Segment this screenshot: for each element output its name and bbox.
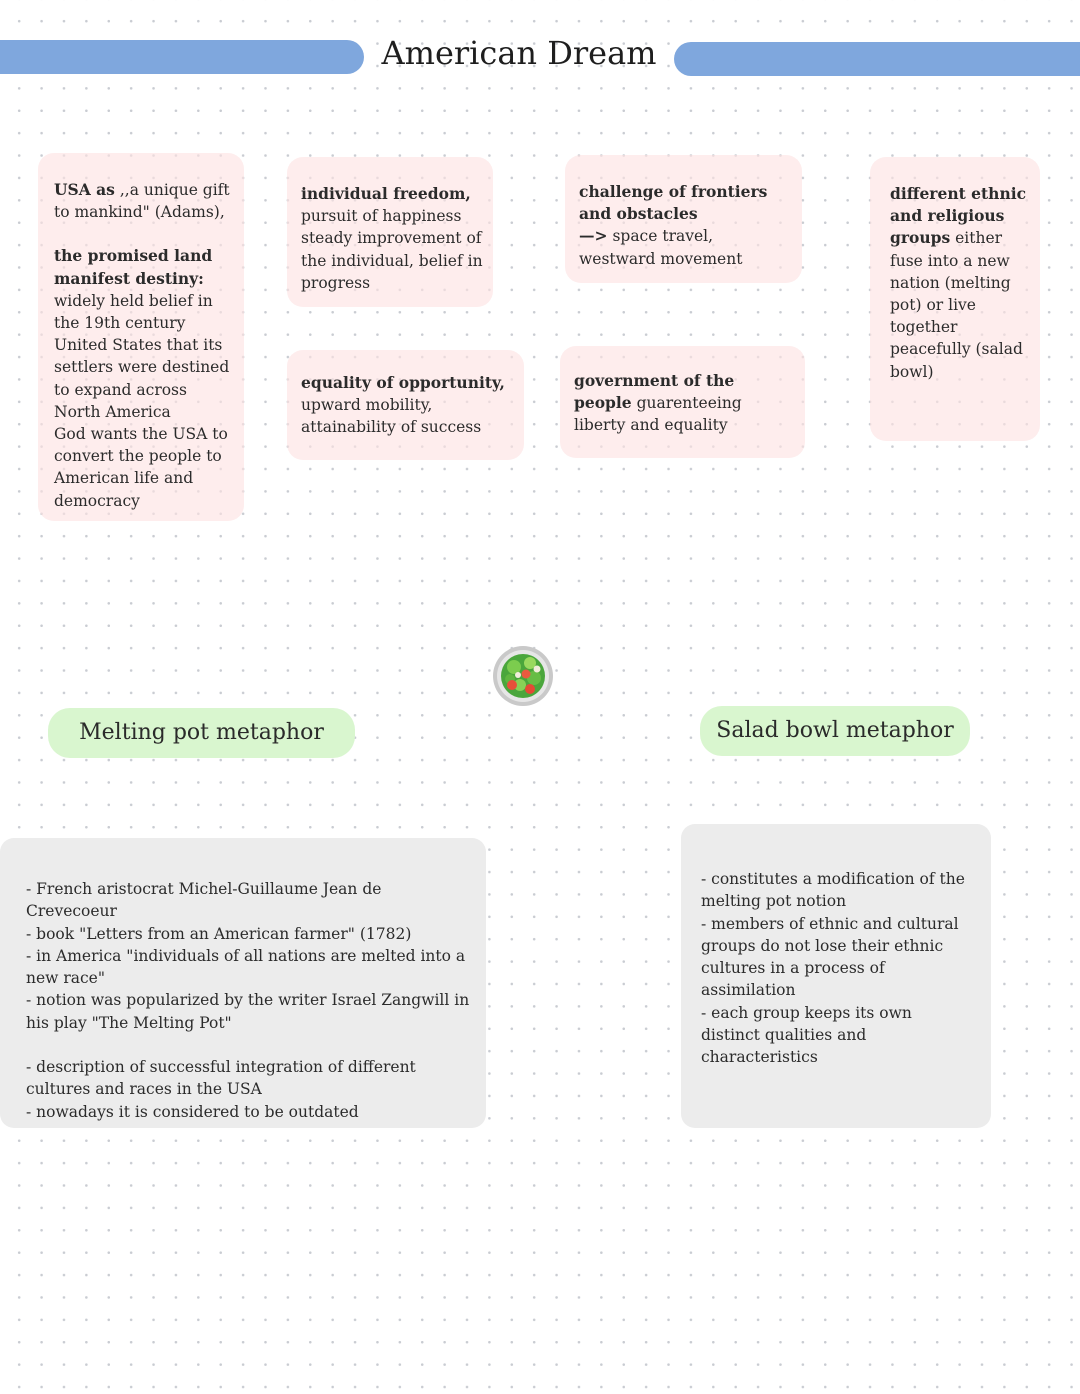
page-title: American Dream: [381, 34, 657, 72]
note-ethnic-text: either fuse into a new nation (melting pot) or live together peacefully (salad bowl): [890, 229, 1023, 381]
note-equality-opportunity: [287, 350, 524, 460]
note-equality-text: upward mobility, attainability of success: [301, 396, 482, 437]
note-frontiers-text: space travel, westward movement: [579, 227, 743, 268]
note-government-bold: government of the people: [574, 371, 735, 413]
melting-pot-line: - nowadays it is considered to be outdated: [26, 1102, 359, 1121]
note-gift-text: ,,a unique gift to mankind" (Adams),: [54, 181, 230, 222]
note-manifest-destiny-text: widely held belief in the 19th century United States that its settlers were destined to expand across North America: [54, 291, 230, 421]
note-individual-freedom: [287, 157, 493, 307]
melting-pot-line: - notion was popularized by the writer Israel Zangwill in his play "The Melting Pot": [26, 991, 470, 1032]
note-unique-gift: [38, 153, 244, 521]
note-freedom-bold: individual freedom,: [301, 184, 471, 203]
salad-bowl-line: - members of ethnic and cultural groups do not lose their ethnic cultures in a process of assimilation: [701, 914, 959, 1000]
melting-pot-line: - description of successful integration of different cultures and races in the USA: [26, 1058, 416, 1099]
note-ethnic-groups: [870, 157, 1040, 441]
note-government-text: guarenteeing liberty and equality: [574, 394, 742, 435]
note-promised-land-bold: the promised land manifest destiny:: [54, 246, 213, 288]
salad-bowl-icon: [492, 645, 554, 707]
salad-bowl-heading: Salad bowl metaphor: [700, 706, 970, 756]
note-frontiers-bold: challenge of frontiers and obstacles: [579, 182, 768, 224]
note-gift-bold: USA as: [54, 180, 115, 199]
salad-bowl-box: [681, 824, 991, 1128]
header-bar-left: [0, 40, 364, 74]
note-freedom-text: pursuit of happiness steady improvement of the individual, belief in progress: [301, 207, 483, 292]
melting-pot-heading: Melting pot metaphor: [48, 708, 355, 758]
arrow-icon: —>: [579, 226, 608, 246]
note-equality-bold: equality of opportunity,: [301, 373, 505, 392]
melting-pot-line: - in America "individuals of all nations are melted into a new race": [26, 946, 466, 988]
salad-bowl-line: - constitutes a modification of the melting pot notion: [701, 870, 965, 911]
salad-bowl-line: - each group keeps its own distinct qualities and characteristics: [701, 1003, 912, 1067]
header-bar-right: [674, 42, 1080, 76]
melting-pot-line: - French aristocrat Michel-Guillaume Jean de Crevecoeur: [26, 880, 382, 921]
note-god-wants-text: God wants the USA to convert the people to American life and democracy: [54, 425, 228, 510]
note-government-people: [560, 346, 805, 458]
melting-pot-line: - book "Letters from an American farmer" (1782): [26, 924, 412, 943]
note-challenge-frontiers: [565, 155, 802, 283]
note-ethnic-bold: different ethnic and religious groups: [890, 184, 1027, 248]
melting-pot-box: [0, 838, 486, 1128]
